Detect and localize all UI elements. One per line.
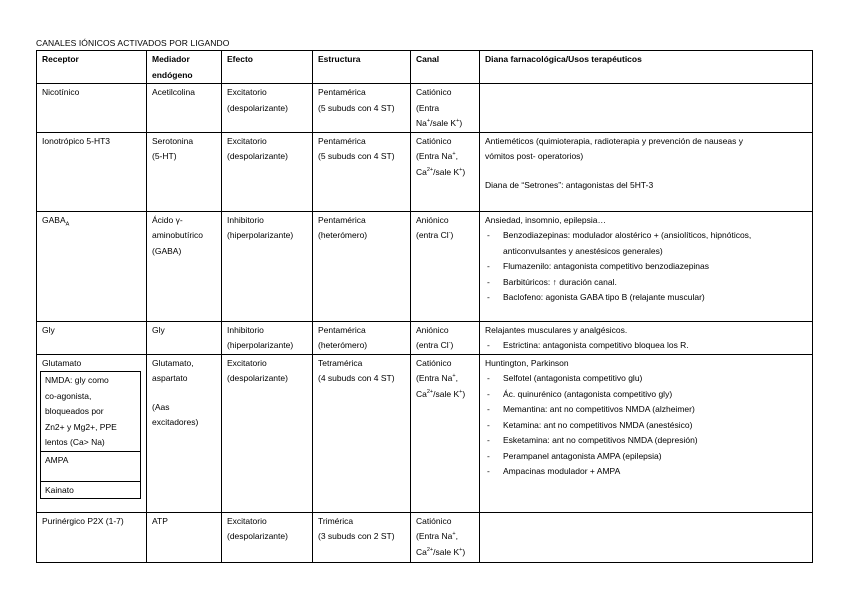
subtype-kainate: Kainato — [41, 481, 141, 499]
mediator-cell: Acetilcolina — [147, 84, 222, 133]
effect-cell: Inhibitorio (hiperpolarizante) — [222, 321, 313, 354]
receptor-cell: Glutamato NMDA: gly como co-agonista, bloqueados por Zn2+ y Mg2+, PPE lentos (Ca> Na) AMPA Kainato — [37, 354, 147, 512]
document-title: CANALES IÓNICOS ACTIVADOS POR LIGANDO — [36, 38, 230, 48]
structure-cell: Pentamérica (5 subuds con 4 ST) — [313, 84, 411, 133]
table-row — [37, 354, 813, 512]
channel-cell: Catiónico (Entra Na+, $Ca^{2+}$/sale K+) — [411, 354, 480, 512]
structure-cell: Pentamérica (heterómero) — [313, 211, 411, 321]
mediator-cell: Gly — [147, 321, 222, 354]
list-item: - Ketamina: ant no competitivos NMDA (anestésico) — [485, 418, 808, 434]
structure-cell: Tetramérica (4 subuds con 4 ST) — [313, 354, 411, 512]
header-effect: Efecto — [222, 51, 313, 84]
table-header-row — [37, 51, 813, 84]
list-item: - Benzodiazepinas: modulador alostérico + (ansiolíticos, hipnóticos, — [485, 228, 808, 244]
header-structure: Estructura — [313, 51, 411, 84]
subtype-nmda: NMDA: gly como co-agonista, bloqueados por Zn2+ y Mg2+, PPE lentos (Ca> Na) — [41, 372, 141, 452]
table-row — [37, 132, 813, 211]
receptor-cell: Purinérgico P2X (1-7) — [37, 512, 147, 562]
list-item: - Baclofeno: agonista GABA tipo B (relajante muscular) — [485, 290, 808, 306]
target-cell — [480, 84, 813, 133]
drug-list — [485, 338, 808, 354]
list-item: - Selfotel (antagonista competitivo glu) — [485, 371, 808, 387]
receptor-cell: Gly — [37, 321, 147, 354]
list-item: - Ác. quinurénico (antagonista competitivo gly) — [485, 387, 808, 403]
structure-cell: Pentamérica (5 subuds con 4 ST) — [313, 132, 411, 211]
header-mediator: Mediador endógeno — [147, 51, 222, 84]
effect-cell: Excitatorio (despolarizante) — [222, 132, 313, 211]
target-cell — [480, 512, 813, 562]
drug-list — [485, 371, 808, 480]
list-item: - Memantina: ant no competitivos NMDA (alzheimer) — [485, 402, 808, 418]
mediator-cell: Glutamato, aspartato (Aas excitadores) — [147, 354, 222, 512]
header-channel: Canal — [411, 51, 480, 84]
list-item: - Flumazenilo: antagonista competitivo benzodiazepinas — [485, 259, 808, 275]
glutamate-subtypes-table — [40, 371, 141, 499]
effect-cell: Excitatorio (despolarizante) — [222, 84, 313, 133]
mediator-cell: Ácido γ- aminobutírico (GABA) — [147, 211, 222, 321]
list-item-continuation: anticonvulsantes y anestésicos generales) — [503, 245, 663, 256]
effect-cell: Excitatorio (despolarizante) — [222, 512, 313, 562]
list-item: - Perampanel antagonista AMPA (epilepsia) — [485, 449, 808, 465]
receptor-cell: Nicotínico — [37, 84, 147, 133]
channel-cell: Catiónico (Entra Na+/sale K+) — [411, 84, 480, 133]
target-cell: Huntington, Parkinson - Selfotel (antagonista competitivo glu) - Ác. quinurénico (antagonista competitivo gly) - Memantina: ant no competitivos NMDA (alzheimer) - Ketamina: ant no competitivos NMDA (anestésico) - Esketamina: ant no competitivos NMDA (depresión) - Perampanel antagonista AMPA (epilepsia) - Ampacinas modulador + AMPA — [480, 354, 813, 512]
structure-cell: Trimérica (3 subuds con 2 ST) — [313, 512, 411, 562]
target-cell: Relajantes musculares y analgésicos. - Estrictina: antagonista competitivo bloquea los R. — [480, 321, 813, 354]
list-item: - Ampacinas modulador + AMPA — [485, 464, 808, 480]
receptor-cell: $GABA_A$ — [37, 211, 147, 321]
mediator-cell: ATP — [147, 512, 222, 562]
channel-cell: Catiónico (Entra Na+, $Ca^{2+}$/sale K+) — [411, 512, 480, 562]
table-row — [37, 512, 813, 562]
header-receptor: Receptor — [37, 51, 147, 84]
list-item: - Esketamina: ant no competitivos NMDA (depresión) — [485, 433, 808, 449]
effect-cell: Excitatorio (despolarizante) — [222, 354, 313, 512]
table-row — [37, 321, 813, 354]
channel-cell: Aniónico (entra Cl-) — [411, 211, 480, 321]
list-item: - Barbitúricos: ↑ duración canal. — [485, 275, 808, 291]
subtype-ampa: AMPA — [41, 451, 141, 481]
drug-list — [485, 228, 808, 306]
table-row — [37, 211, 813, 321]
list-item: - Estrictina: antagonista competitivo bloquea los R. — [485, 338, 808, 354]
target-cell: Antieméticos (quimioterapia, radioterapia y prevención de nauseas y vómitos post- operatorios) Diana de “Setrones”: antagonistas del 5HT-3 — [480, 132, 813, 211]
ion-channel-table — [36, 50, 813, 563]
receptor-cell: Ionotrópico 5-HT3 — [37, 132, 147, 211]
header-target: Diana farnacológica/Usos terapéuticos — [480, 51, 813, 84]
table-row — [37, 84, 813, 133]
target-cell: Ansiedad, insomnio, epilepsia… - Benzodiazepinas: modulador alostérico + (ansiolíticos, hipnóticos, anticonvulsantes y anestésicos generales) - Flumazenilo: antagonista competitivo benzodiazepinas - Barbitúricos: ↑ duración canal. - Baclofeno: agonista GABA tipo B (relajante muscular) — [480, 211, 813, 321]
channel-cell: Aniónico (entra Cl-) — [411, 321, 480, 354]
effect-cell: Inhibitorio (hiperpolarizante) — [222, 211, 313, 321]
channel-cell: Catiónico (Entra Na+, $Ca^{2+}$/sale K+) — [411, 132, 480, 211]
mediator-cell: Serotonina (5-HT) — [147, 132, 222, 211]
structure-cell: Pentamérica (heterómero) — [313, 321, 411, 354]
